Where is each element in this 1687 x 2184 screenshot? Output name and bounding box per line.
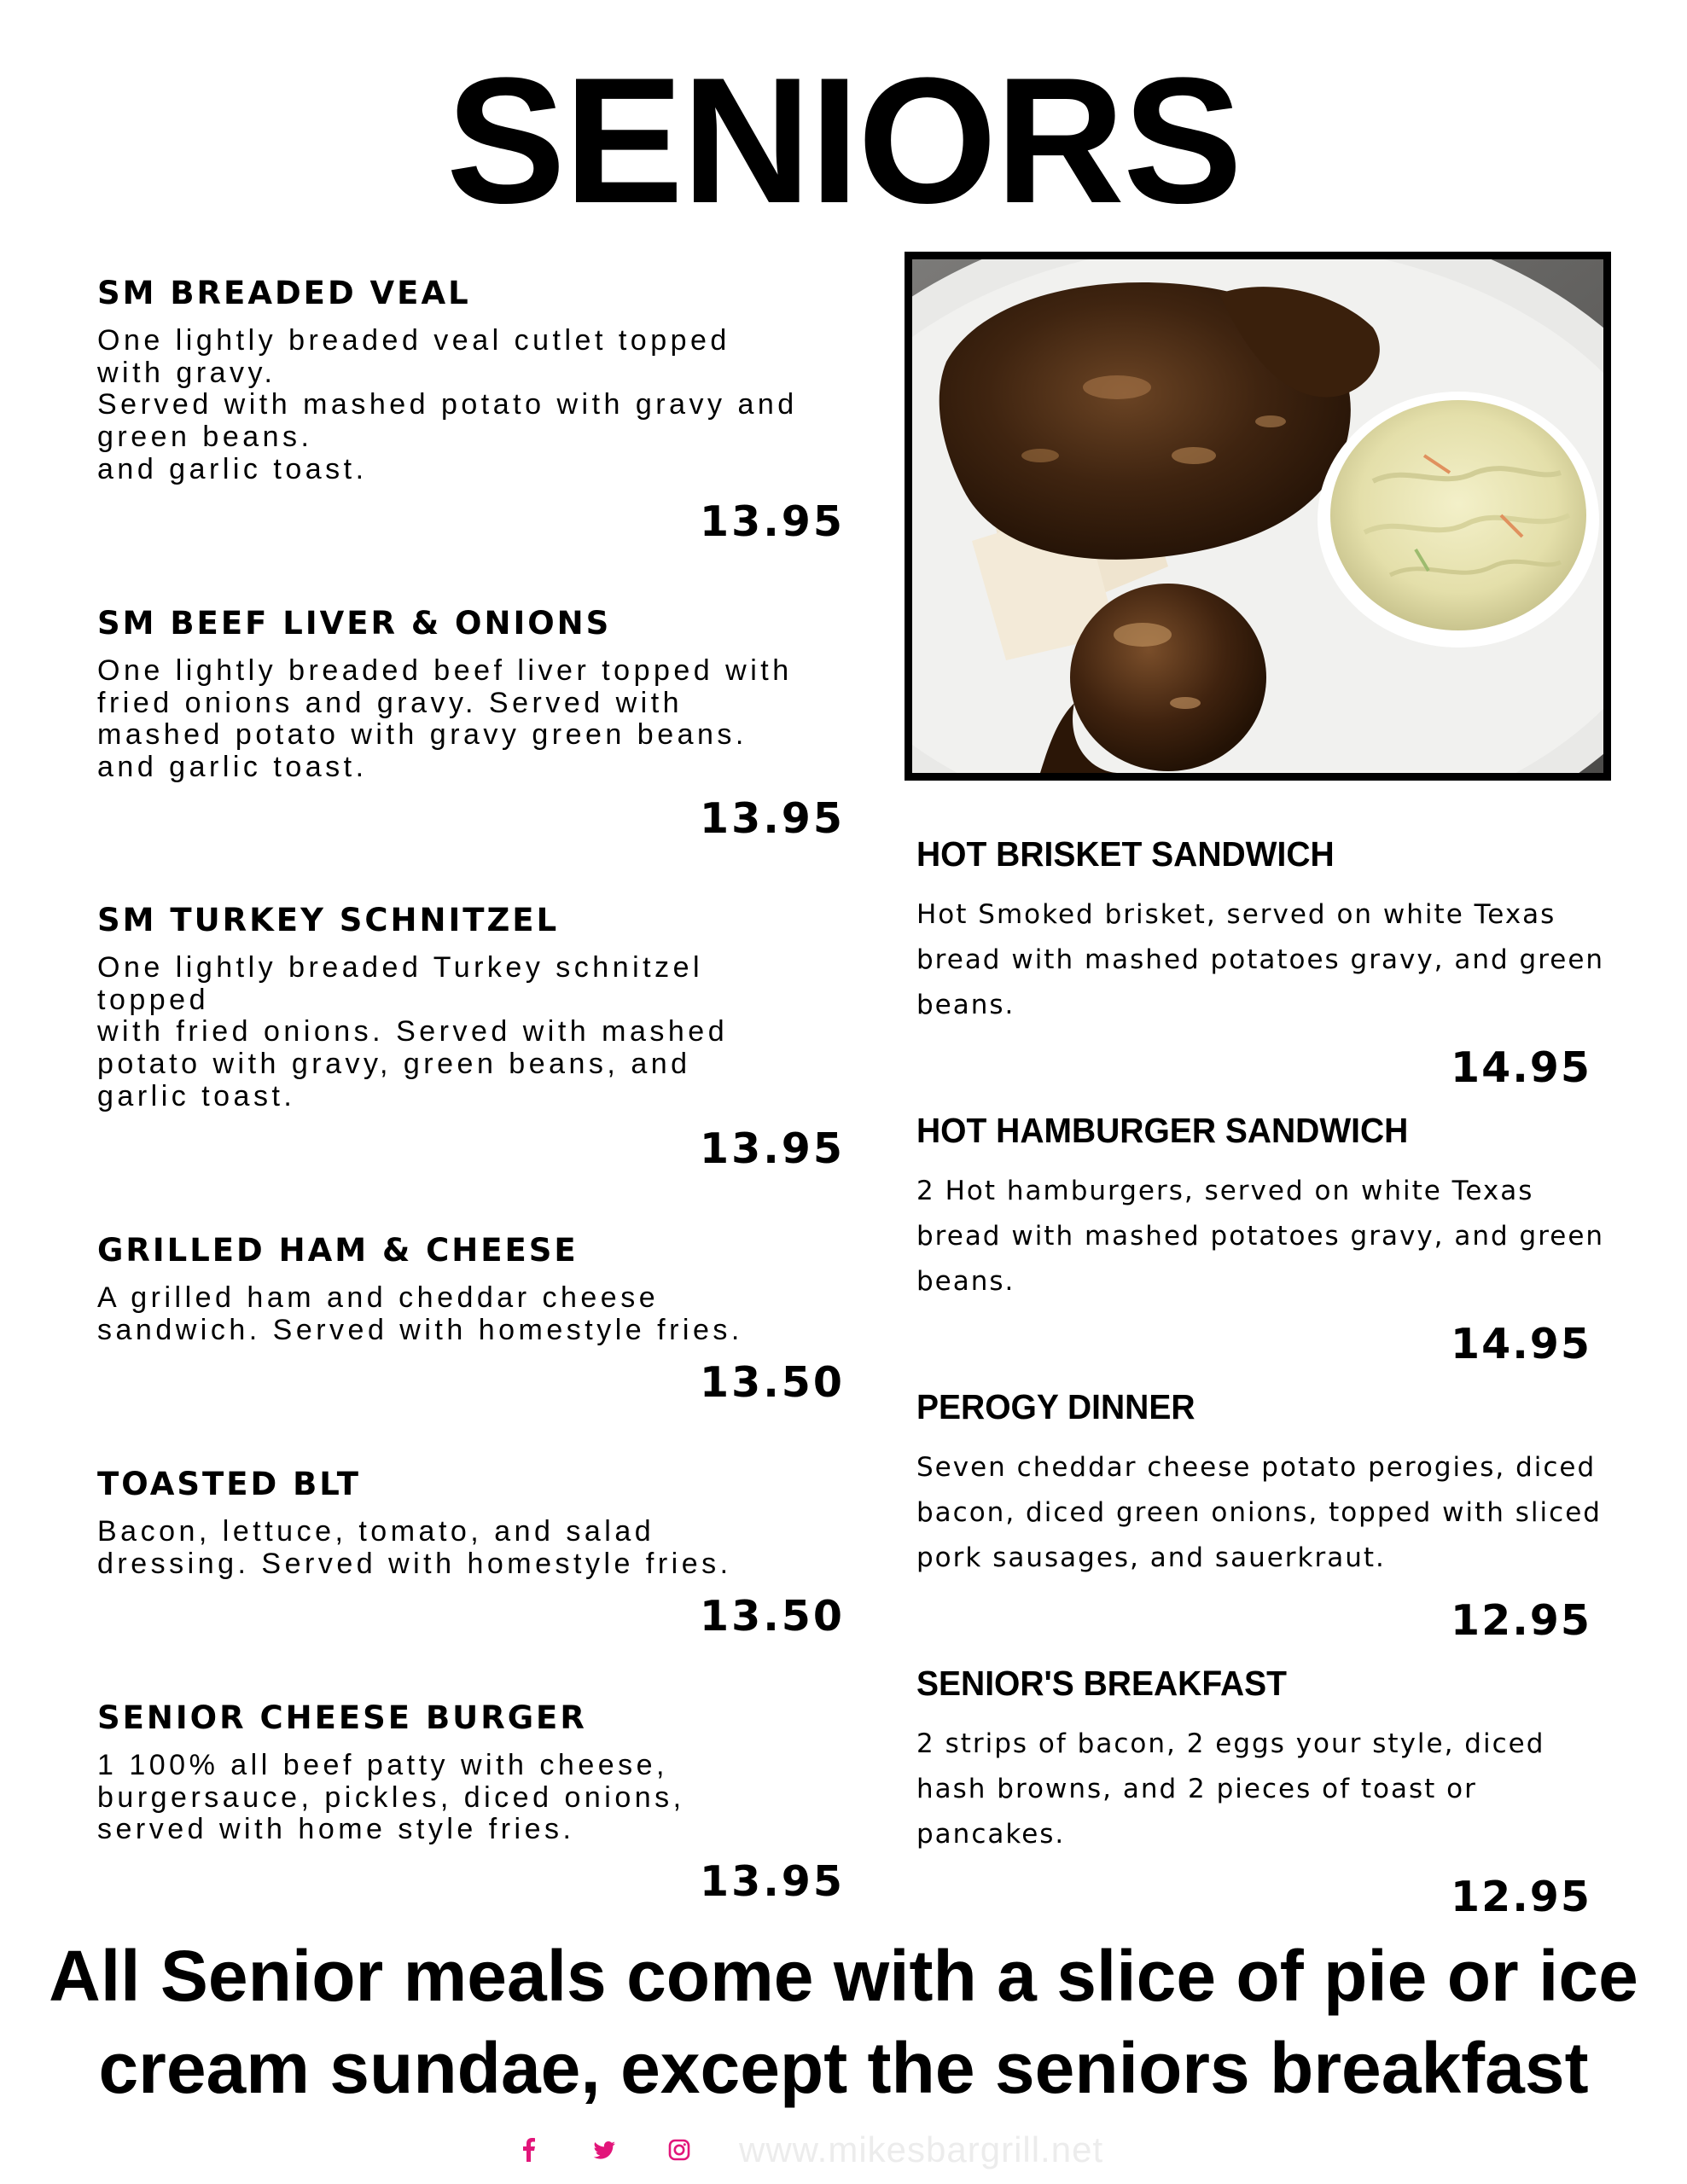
item-price-hot-brisket-sandwich: 14.95: [1451, 1043, 1591, 1092]
facebook-icon[interactable]: [512, 2133, 546, 2167]
footer-note: All Senior meals come with a slice of pie or ice cream sundae, except the seniors breakfast: [49, 1936, 1638, 2108]
item-description-breaded-veal: One lightly breaded veal cutlet topped with gravy. Served with mashed potato with gravy and green beans. and garlic toast.: [97, 324, 798, 485]
website-link[interactable]: www.mikesbargrill.net: [739, 2129, 1104, 2169]
item-name-senior-cheese-burger: SENIOR CHEESE BURGER: [97, 1699, 587, 1736]
item-description-turkey-schnitzel: One lightly breaded Turkey schnitzel topped with fried onions. Served with mashed potato with gravy, green beans, and garlic toast.: [97, 951, 729, 1112]
item-description-grilled-ham-cheese: A grilled ham and cheddar cheese sandwich. Served with homestyle fries.: [97, 1281, 743, 1346]
item-name-breaded-veal: SM BREADED VEAL: [97, 275, 471, 311]
item-description-perogy-dinner: Seven cheddar cheese potato perogies, diced bacon, diced green onions, topped with sliced pork sausages, and sauerkraut.: [916, 1452, 1602, 1573]
item-name-hot-hamburger-sandwich: HOT HAMBURGER SANDWICH: [916, 1112, 1409, 1151]
item-price-turkey-schnitzel: 13.95: [700, 1124, 845, 1173]
item-price-beef-liver: 13.95: [700, 794, 845, 843]
item-price-grilled-ham-cheese: 13.50: [700, 1358, 845, 1407]
item-name-toasted-blt: TOASTED BLT: [97, 1466, 361, 1502]
item-description-seniors-breakfast: 2 strips of bacon, 2 eggs your style, diced hash browns, and 2 pieces of toast or pancakes.: [916, 1728, 1545, 1850]
item-price-perogy-dinner: 12.95: [1451, 1596, 1591, 1645]
brisket-plate-photo: [905, 252, 1611, 781]
item-description-hot-brisket-sandwich: Hot Smoked brisket, served on white Texas bread with mashed potatoes gravy, and green beans.: [916, 899, 1605, 1020]
item-name-grilled-ham-cheese: GRILLED HAM & CHEESE: [97, 1232, 579, 1269]
item-name-seniors-breakfast: SENIOR'S BREAKFAST: [916, 1664, 1287, 1704]
page-title: SENIORS: [445, 40, 1242, 241]
item-price-breaded-veal: 13.95: [700, 497, 845, 546]
twitter-icon[interactable]: [587, 2133, 621, 2167]
item-price-toasted-blt: 13.50: [700, 1592, 845, 1641]
item-name-perogy-dinner: PEROGY DINNER: [916, 1388, 1195, 1427]
item-price-senior-cheese-burger: 13.95: [700, 1857, 845, 1906]
item-name-turkey-schnitzel: SM TURKEY SCHNITZEL: [97, 902, 560, 938]
item-description-senior-cheese-burger: 1 100% all beef patty with cheese, burgersauce, pickles, diced onions, served with home style fries.: [97, 1749, 685, 1846]
item-name-hot-brisket-sandwich: HOT BRISKET SANDWICH: [916, 835, 1335, 874]
item-price-seniors-breakfast: 12.95: [1451, 1873, 1591, 1921]
item-description-hot-hamburger-sandwich: 2 Hot hamburgers, served on white Texas bread with mashed potatoes gravy, and green beans.: [916, 1176, 1605, 1297]
instagram-icon[interactable]: [662, 2133, 696, 2167]
item-name-beef-liver: SM BEEF LIVER & ONIONS: [97, 605, 612, 642]
item-description-toasted-blt: Bacon, lettuce, tomato, and salad dressing. Served with homestyle fries.: [97, 1515, 732, 1580]
item-price-hot-hamburger-sandwich: 14.95: [1451, 1320, 1591, 1368]
item-description-beef-liver: One lightly breaded beef liver topped with fried onions and gravy. Served with mashed potato with gravy green beans. and garlic toast.: [97, 654, 793, 784]
